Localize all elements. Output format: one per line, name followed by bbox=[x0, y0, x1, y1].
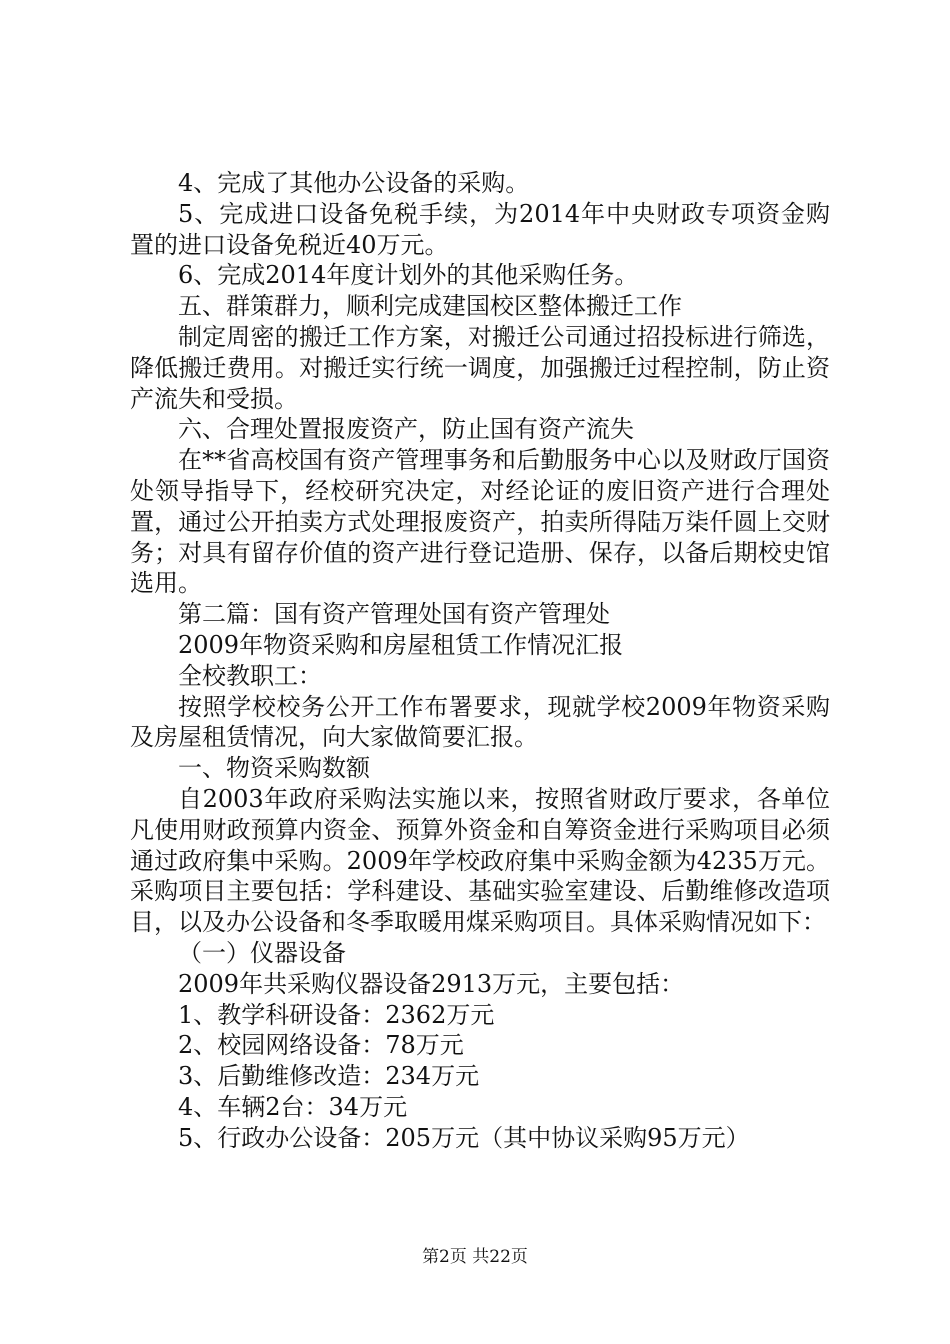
section-heading: 五、群策群力，顺利完成建国校区整体搬迁工作 bbox=[178, 292, 682, 321]
paragraph: 5、完成进口设备免税手续，为2014年中央财政专项资金购置的进口设备免税近40万元。 bbox=[130, 199, 830, 259]
paragraph: 制定周密的搬迁工作方案，对搬迁公司通过招投标进行筛选，降低搬迁费用。对搬迁实行统一调度，加强搬迁过程控制，防止资产流失和受损。 bbox=[130, 322, 830, 413]
chapter-title: 第二篇：国有资产管理处国有资产管理处 bbox=[178, 600, 610, 629]
document-body bbox=[130, 168, 830, 1154]
paragraph: 自2003年政府采购法实施以来，按照省财政厅要求，各单位凡使用财政预算内资金、预算外资金和自筹资金进行采购项目必须通过政府集中采购。2009年学校政府集中采购金额为4235万元。采购项目主要包括：学科建设、基础实验室建设、后勤维修改造项目，以及办公设备和冬季取暖用煤采购项目。具体采购情况如下： bbox=[130, 784, 830, 937]
list-item: 5、行政办公设备：205万元（其中协议采购95万元） bbox=[178, 1123, 750, 1152]
report-title: 2009年物资采购和房屋租赁工作情况汇报 bbox=[178, 630, 624, 659]
list-item: 2、校园网络设备：78万元 bbox=[178, 1031, 464, 1060]
paragraph: 在**省高校国有资产管理事务和后勤服务中心以及财政厅国资处领导指导下，经校研究决定，对经论证的废旧资产进行合理处置，通过公开拍卖方式处理报废资产，拍卖所得陆万柒仟圆上交财务；对具有留存价值的资产进行登记造册、保存，以备后期校史馆选用。 bbox=[130, 446, 830, 598]
paragraph: 按照学校校务公开工作布署要求，现就学校2009年物资采购及房屋租赁情况，向大家做简要汇报。 bbox=[130, 692, 830, 752]
paragraph: 2009年共采购仪器设备2913万元，主要包括： bbox=[178, 969, 685, 998]
paragraph: 6、完成2014年度计划外的其他采购任务。 bbox=[178, 261, 639, 290]
list-item: 1、教学科研设备：2362万元 bbox=[178, 1000, 495, 1029]
salutation: 全校教职工： bbox=[178, 661, 322, 690]
paragraph: 4、完成了其他办公设备的采购。 bbox=[178, 169, 530, 197]
page-footer: 第2页 共22页 bbox=[422, 1247, 528, 1267]
list-item: 4、车辆2台：34万元 bbox=[178, 1092, 408, 1121]
section-heading: 六、合理处置报废资产，防止国有资产流失 bbox=[178, 415, 634, 444]
section-heading: 一、物资采购数额 bbox=[178, 754, 370, 783]
list-item: 3、后勤维修改造：234万元 bbox=[178, 1062, 480, 1091]
subsection-heading: （一）仪器设备 bbox=[178, 938, 346, 967]
